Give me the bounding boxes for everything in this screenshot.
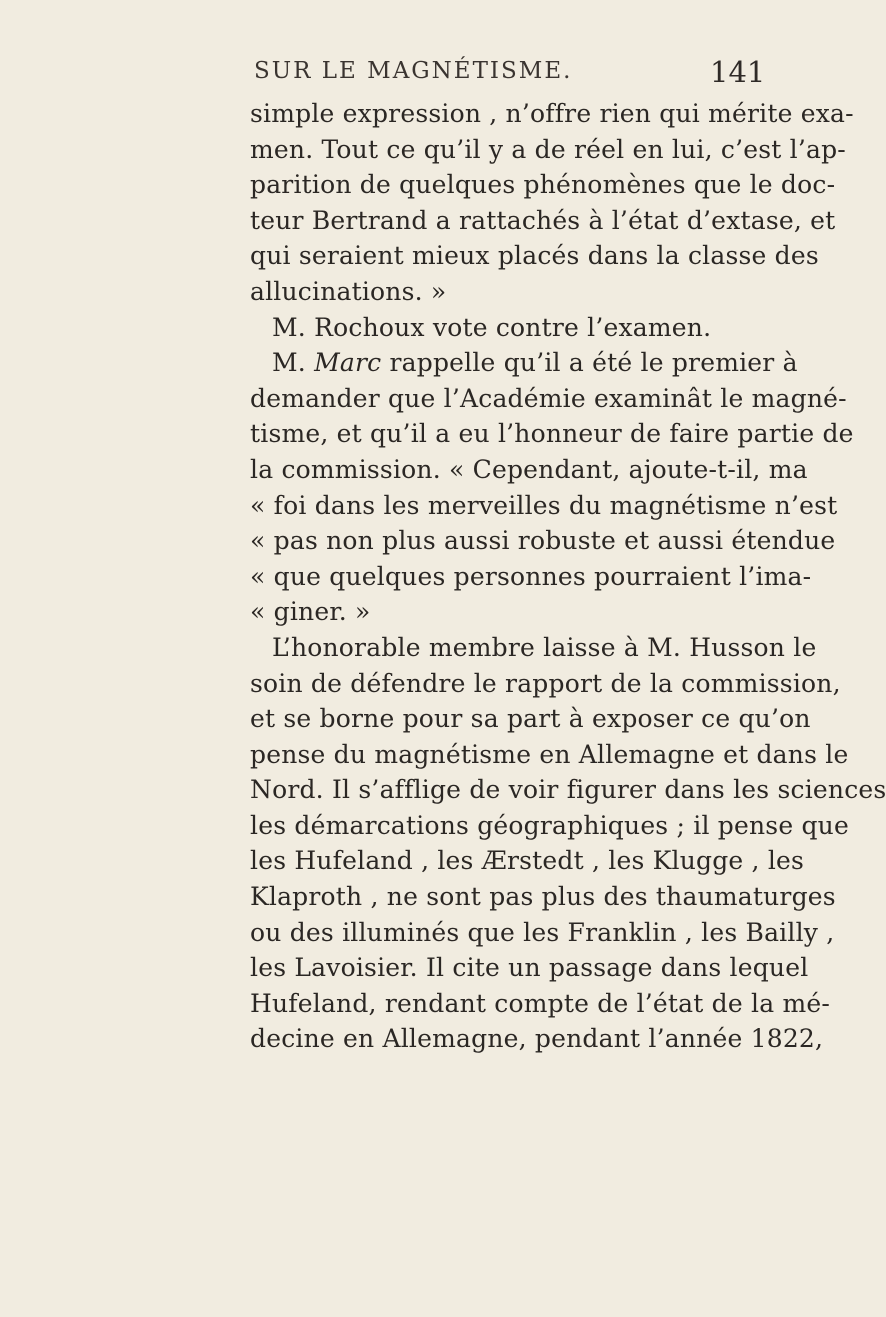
text-line: demander que l’Académie examinât le magné- xyxy=(250,383,847,413)
text-line: « que quelques personnes pourraient l’ima- xyxy=(250,561,812,591)
text-line: « giner. » xyxy=(250,597,371,627)
text-line: decine en Allemagne, pendant l’année 1822, xyxy=(250,1024,824,1054)
text-line xyxy=(250,345,798,381)
text-line: men. Tout ce qu’il y a de réel en lui, c’est l’ap- xyxy=(250,134,846,164)
line-suffix: rappelle qu’il a été le premier à xyxy=(381,348,798,378)
text-line: allucinations. » xyxy=(250,276,447,306)
text-line: pense du magnétisme en Allemagne et dans le xyxy=(250,739,849,769)
text-line: Nord. Il s’afflige de voir figurer dans les sciences xyxy=(250,775,886,805)
text-line: les démarcations géographiques ; il pense que xyxy=(250,810,849,840)
running-head-title: SUR LE MAGNÉTISME. xyxy=(254,58,573,84)
text-line: tisme, et qu’il a eu l’honneur de faire partie de xyxy=(250,419,854,449)
text-line: soin de défendre le rapport de la commission, xyxy=(250,668,841,698)
body-text xyxy=(250,96,886,1057)
text-line: et se borne pour sa part à exposer ce qu’on xyxy=(250,704,811,734)
text-line: Hufeland, rendant compte de l’état de la mé- xyxy=(250,988,831,1018)
text-line: Klaproth , ne sont pas plus des thaumaturges xyxy=(250,882,836,912)
text-line: L’honorable membre laisse à M. Husson le xyxy=(272,632,817,662)
text-line: la commission. « Cependant, ajoute-t-il, ma xyxy=(250,454,808,484)
text-line: les Hufeland , les Ærstedt , les Klugge , les xyxy=(250,846,805,876)
text-line: ou des illuminés que les Franklin , les Bailly , xyxy=(250,917,835,947)
text-line: les Lavoisier. Il cite un passage dans lequel xyxy=(250,953,809,983)
text-line: simple expression , n’offre rien qui mérite exa- xyxy=(250,99,854,128)
text-line: teur Bertrand a rattachés à l’état d’extase, et xyxy=(250,205,836,235)
text-line: qui seraient mieux placés dans la classe des xyxy=(250,241,819,271)
italic-name: Marc xyxy=(314,348,382,378)
text-line: parition de quelques phénomènes que le doc- xyxy=(250,170,836,200)
text-line: « pas non plus aussi robuste et aussi étendue xyxy=(250,526,836,556)
text-line: M. Rochoux vote contre l’examen. xyxy=(272,312,712,342)
running-head xyxy=(0,55,800,98)
line-prefix: M. xyxy=(272,348,315,378)
text-line: « foi dans les merveilles du magnétisme n’est xyxy=(250,490,838,520)
page-number: 141 xyxy=(710,55,766,89)
